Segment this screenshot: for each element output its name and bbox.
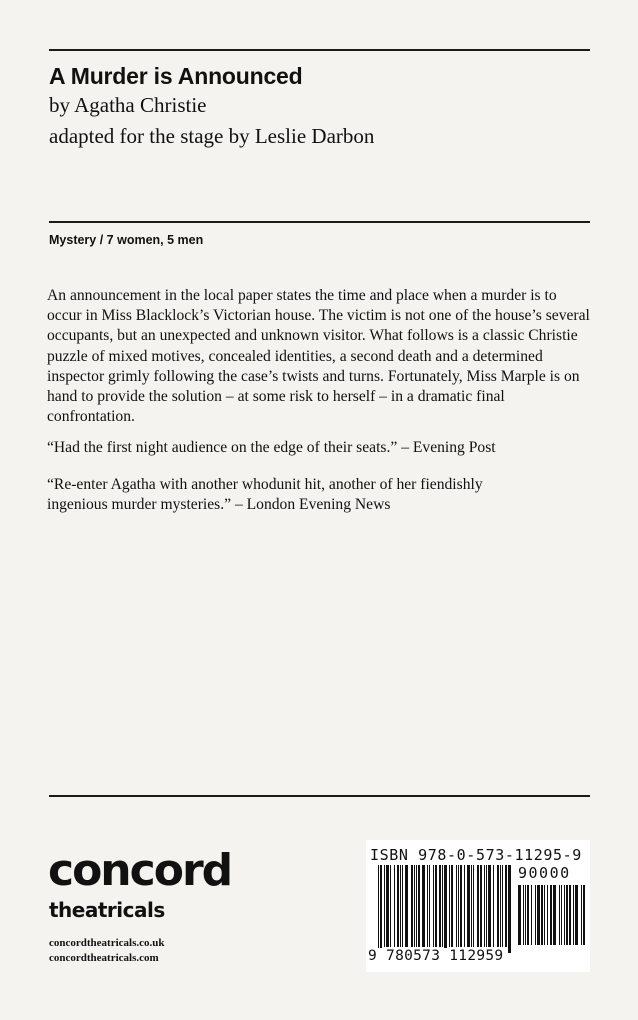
quote-london-evening-news: “Re-enter Agatha with another whodunit hit, another of her fiendishly ingenious murder mysteries.” – London Evening News [47, 476, 483, 514]
quote-evening-post: “Had the first night audience on the edge of their seats.” – Evening Post [47, 439, 496, 456]
barcode-bar [527, 885, 529, 945]
barcode-bar [433, 865, 434, 947]
ean-digits: 9 780573 112959 [368, 948, 504, 964]
price-code: 90000 [518, 864, 571, 882]
barcode-bar [505, 865, 507, 947]
barcode-bar [427, 865, 428, 947]
barcode-bar [390, 865, 391, 947]
barcode-bar [547, 885, 548, 945]
barcode-bar [456, 865, 457, 947]
barcode-bar [550, 885, 552, 945]
barcode-bar [484, 865, 485, 947]
barcode-bar [569, 885, 571, 945]
barcode-bar [405, 865, 408, 947]
publisher-logo-main: concord [48, 845, 232, 896]
barcode-bar [583, 885, 585, 945]
barcode-bar [537, 885, 540, 945]
barcode-bar [449, 865, 450, 947]
barcode-bar [435, 865, 437, 947]
barcode-bar [508, 865, 511, 953]
isbn-barcode [366, 840, 590, 972]
barcode-bar [464, 865, 465, 947]
barcode-bar [400, 865, 401, 947]
barcode-bar [471, 865, 472, 947]
barcode-bar [535, 885, 536, 945]
barcode-bar [397, 865, 399, 947]
barcode-bar [451, 865, 453, 947]
barcode-bar [525, 885, 526, 945]
barcode-bar [460, 865, 462, 947]
barcode-bar [439, 865, 441, 947]
barcode-bar [411, 865, 413, 947]
barcode-bar [581, 885, 582, 945]
barcode-bar [480, 865, 482, 947]
barcode-bar [573, 885, 574, 945]
barcode-bar [418, 865, 420, 947]
barcode-bar [416, 865, 417, 947]
barcode-bar [477, 865, 479, 947]
barcode-bar [541, 885, 543, 945]
book-title: A Murder is Announced [49, 63, 303, 89]
isbn-label: ISBN 978-0-573-11295-9 [370, 846, 582, 864]
barcode-bar [518, 885, 521, 945]
barcode-bar [488, 865, 491, 947]
barcode-bar [497, 865, 499, 947]
barcode-bar [402, 865, 403, 947]
adaptation-line: adapted for the stage by Leslie Darbon [49, 124, 375, 148]
publisher-url-uk[interactable]: concordtheatricals.co.uk [49, 937, 165, 949]
barcode-bar [394, 865, 395, 947]
barcode-bar [523, 885, 524, 945]
synopsis: An announcement in the local paper states the time and place when a murder is to occur in Miss Blacklock’s Victorian house. The victim is not one of the house’s several occupants, but an unexpected and unknown visitor. What follows is a classic Christie puzzle of mixed motives, concealed identities, a second death and a determined inspector grimly following the case’s twists and turns. Fortunately, Miss Marple is on hand to provide the solution – at some risk to herself – in a dramatic final confrontation. [47, 287, 590, 426]
bottom-rule [49, 795, 590, 797]
barcode-bar [486, 865, 487, 947]
barcode-bar [467, 865, 470, 947]
barcode-bar [502, 865, 503, 947]
barcode-bar [422, 865, 425, 947]
barcode-bar [429, 865, 430, 947]
barcode-bar [493, 865, 494, 947]
publisher-url-com[interactable]: concordtheatricals.com [49, 952, 159, 964]
barcode-bar [473, 865, 474, 947]
middle-rule [49, 221, 590, 223]
barcode-bar [561, 885, 562, 945]
barcode-bar [553, 885, 556, 945]
barcode-bar [531, 885, 532, 945]
barcode-bar [544, 885, 545, 945]
genre-cast-line: Mystery / 7 women, 5 men [49, 233, 204, 247]
barcode-bar [386, 865, 389, 947]
barcode-bar [500, 865, 501, 947]
publisher-logo-sub: theatricals [49, 898, 165, 922]
barcode-bar [564, 885, 565, 945]
top-rule [49, 49, 590, 51]
barcode-bar [559, 885, 560, 945]
barcode-bar [566, 885, 568, 945]
barcode-bar [380, 865, 382, 953]
barcode-bar [378, 865, 379, 953]
barcode-bar [442, 865, 443, 947]
barcode-bar [444, 865, 447, 953]
barcode-bar [575, 885, 578, 945]
author-line: by Agatha Christie [49, 93, 207, 117]
barcode-bar [414, 865, 415, 947]
barcode-bar [458, 865, 459, 947]
barcode-bar [384, 865, 385, 947]
